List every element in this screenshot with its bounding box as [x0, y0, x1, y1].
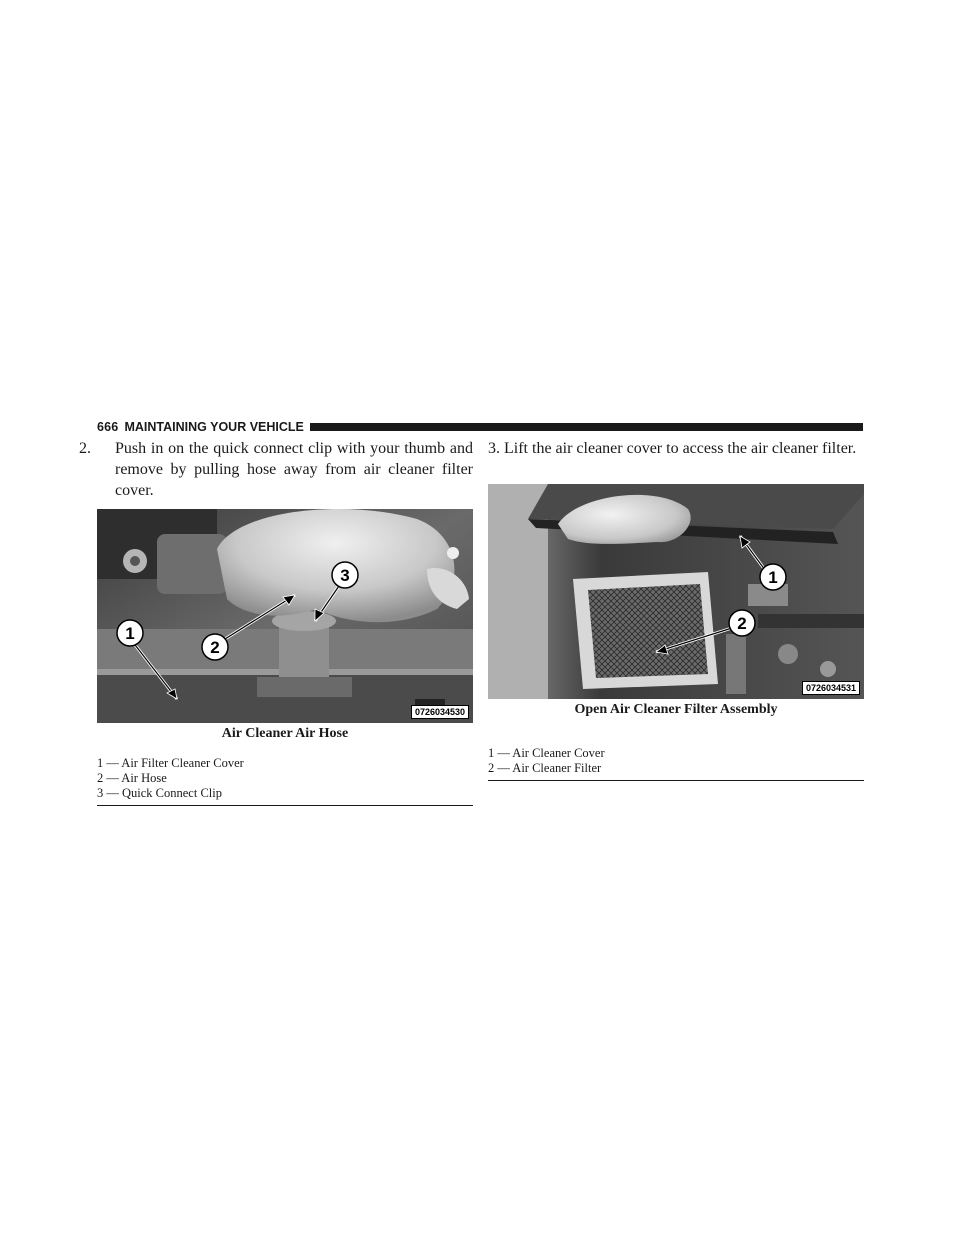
legend-item: 2 — Air Cleaner Filter — [488, 761, 602, 775]
callout-2 — [729, 610, 755, 636]
step-number: 2. — [79, 440, 91, 457]
legend-item: 1 — Air Filter Cleaner Cover — [97, 756, 244, 770]
svg-text:1: 1 — [768, 568, 778, 587]
air-hose-illustration — [97, 509, 473, 723]
svg-text:3: 3 — [340, 566, 350, 585]
page-number: 666 — [97, 420, 119, 434]
filter-assembly-illustration — [488, 484, 864, 699]
image-code: 0726034530 — [411, 705, 469, 719]
legend-rule — [97, 805, 473, 806]
figure-caption: Air Cleaner Air Hose — [221, 726, 349, 741]
svg-text:2: 2 — [210, 638, 220, 657]
left-column — [79, 438, 473, 806]
figure-legend — [488, 746, 864, 776]
figure-legend — [97, 756, 473, 801]
legend-item: 3 — Quick Connect Clip — [97, 786, 222, 800]
header-rule — [310, 423, 863, 431]
svg-text:2: 2 — [737, 614, 747, 633]
step-2 — [79, 438, 473, 501]
legend-item: 2 — Air Hose — [97, 771, 167, 785]
callout-3 — [332, 562, 358, 588]
callout-1 — [117, 620, 143, 646]
air-hose-photo — [97, 509, 473, 723]
legend-item: 1 — Air Cleaner Cover — [488, 746, 605, 760]
page-header — [97, 420, 863, 434]
step-3 — [488, 438, 864, 459]
section-title: MAINTAINING YOUR VEHICLE — [124, 420, 304, 434]
step-number: 3. — [488, 440, 500, 457]
right-column — [488, 438, 864, 781]
step-text: Lift the air cleaner cover to access the air cleaner filter. — [504, 440, 857, 457]
callout-2 — [202, 634, 228, 660]
svg-text:1: 1 — [125, 624, 135, 643]
step-text: Push in on the quick connect clip with your thumb and remove by pulling hose away from air cleaner filter cover. — [115, 440, 473, 499]
image-code: 0726034531 — [802, 681, 860, 695]
legend-rule — [488, 780, 864, 781]
callout-1 — [760, 564, 786, 590]
filter-assembly-photo — [488, 484, 864, 699]
figure-caption: Open Air Cleaner Filter Assembly — [574, 702, 778, 717]
